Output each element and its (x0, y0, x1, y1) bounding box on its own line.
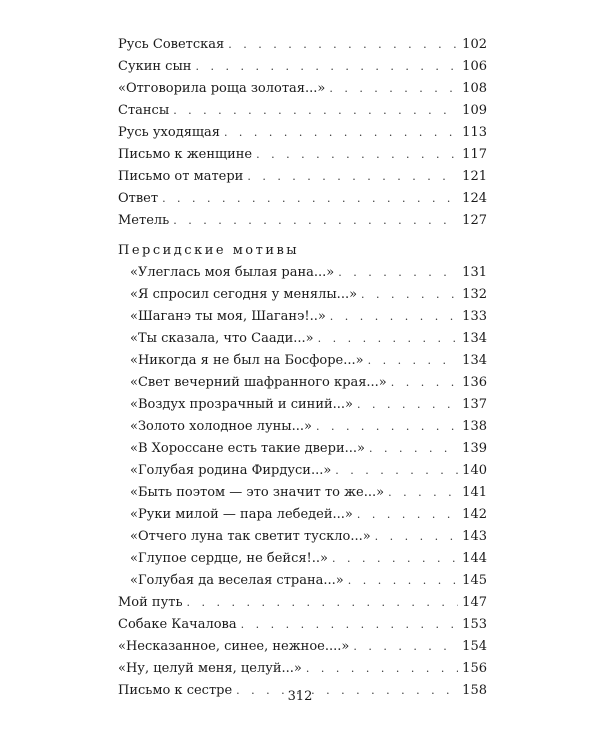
toc-entry (118, 548, 487, 570)
toc-entry (118, 78, 487, 100)
toc-entry (118, 144, 487, 166)
dot-leader (173, 100, 458, 122)
toc-entry (118, 328, 487, 350)
toc-entry (118, 34, 487, 56)
toc-entry-title: «Голубая да веселая страна...» (130, 573, 344, 588)
toc-entry-page: 127 (462, 213, 487, 228)
dot-leader (391, 372, 458, 394)
toc-entry (118, 394, 487, 416)
toc-entry-page: 144 (462, 551, 487, 566)
toc-entry-page: 158 (462, 683, 487, 698)
toc-entry (118, 504, 487, 526)
dot-leader (330, 306, 458, 328)
toc-entry-page: 137 (462, 397, 487, 412)
toc-entry-title: Сукин сын (118, 59, 192, 74)
toc-entry-title: Мой путь (118, 595, 183, 610)
toc-entry-page: 132 (462, 287, 487, 302)
toc-entry-page: 147 (462, 595, 487, 610)
toc-entry-page: 117 (462, 147, 487, 162)
dot-leader (187, 592, 459, 614)
toc-entry-title: Письмо к женщине (118, 147, 253, 162)
dot-leader (228, 34, 458, 56)
toc-entry-title: «Руки милой — пара лебедей...» (130, 507, 353, 522)
dot-leader (318, 328, 459, 350)
toc-entry (118, 56, 487, 78)
toc-entry-page: 142 (462, 507, 487, 522)
toc-entry-title: Метель (118, 213, 170, 228)
toc-entry-title: «Золото холодное луны...» (130, 419, 312, 434)
dot-leader (316, 416, 458, 438)
dot-leader (173, 210, 458, 232)
dot-leader (306, 658, 458, 680)
toc-bottom-list (118, 592, 487, 702)
dot-leader (375, 526, 459, 548)
toc-entry-title: «Голубая родина Фирдуси...» (130, 463, 332, 478)
toc-entry (118, 210, 487, 232)
toc-entry (118, 460, 487, 482)
toc-entry-title: Стансы (118, 103, 170, 118)
toc-entry (118, 438, 487, 460)
toc-entry-page: 136 (462, 375, 487, 390)
toc-entry-title: «Глупое сердце, не бейся!..» (130, 551, 329, 566)
table-of-contents (118, 34, 487, 702)
toc-entry-title: Русь Советская (118, 37, 225, 52)
toc-entry-page: 140 (462, 463, 487, 478)
toc-entry-title: Письмо от матери (118, 169, 244, 184)
toc-entry-title: «Улеглась моя былая рана...» (130, 265, 335, 280)
section-heading: Персидские мотивы (118, 243, 300, 258)
toc-entry (118, 526, 487, 548)
toc-entry-title: «Ну, целуй меня, целуй...» (118, 661, 302, 676)
toc-entry-title: «В Хороссане есть такие двери...» (130, 441, 365, 456)
toc-entry-page: 106 (462, 59, 487, 74)
dot-leader (348, 570, 458, 592)
dot-leader (162, 188, 458, 210)
toc-entry-page: 113 (462, 125, 487, 140)
dot-leader (332, 548, 458, 570)
toc-entry (118, 350, 487, 372)
toc-entry-title: Собаке Качалова (118, 617, 237, 632)
dot-leader (388, 482, 458, 504)
toc-section-list (118, 262, 487, 592)
toc-entry (118, 100, 487, 122)
toc-entry-page: 156 (462, 661, 487, 676)
toc-entry-page: 143 (462, 529, 487, 544)
dot-leader (369, 438, 458, 460)
dot-leader (195, 56, 458, 78)
toc-entry (118, 306, 487, 328)
toc-entry-title: «Никогда я не был на Босфоре...» (130, 353, 364, 368)
toc-entry-title: «Отговорила роща золотая...» (118, 81, 326, 96)
toc-entry-page: 133 (462, 309, 487, 324)
toc-entry-title: Письмо к сестре (118, 683, 233, 698)
dot-leader (247, 166, 458, 188)
toc-entry (118, 284, 487, 306)
toc-entry (118, 416, 487, 438)
toc-entry-page: 124 (462, 191, 487, 206)
dot-leader (338, 262, 458, 284)
toc-entry-page: 108 (462, 81, 487, 96)
toc-entry-page: 134 (462, 353, 487, 368)
toc-entry (118, 614, 487, 636)
toc-entry (118, 658, 487, 680)
toc-entry (118, 188, 487, 210)
toc-entry-title: Ответ (118, 191, 159, 206)
toc-entry-page: 131 (462, 265, 487, 280)
dot-leader (361, 284, 458, 306)
toc-entry-page: 134 (462, 331, 487, 346)
dot-leader (224, 122, 458, 144)
toc-entry (118, 262, 487, 284)
dot-leader (256, 144, 458, 166)
dot-leader (241, 614, 459, 636)
dot-leader (357, 504, 458, 526)
toc-entry-page: 138 (462, 419, 487, 434)
toc-entry-title: «Я спросил сегодня у менялы...» (130, 287, 358, 302)
toc-entry-page: 145 (462, 573, 487, 588)
toc-entry (118, 482, 487, 504)
toc-entry (118, 636, 487, 658)
toc-entry-page: 102 (462, 37, 487, 52)
toc-entry-title: «Воздух прозрачный и синий...» (130, 397, 354, 412)
toc-entry (118, 122, 487, 144)
toc-entry-title: Русь уходящая (118, 125, 220, 140)
toc-entry-page: 109 (462, 103, 487, 118)
dot-leader (357, 394, 458, 416)
dot-leader (368, 350, 459, 372)
page-number: 312 (287, 689, 313, 704)
dot-leader (329, 78, 458, 100)
toc-entry (118, 166, 487, 188)
dot-leader (353, 636, 458, 658)
toc-entry-title: «Быть поэтом — это значит то же...» (130, 485, 385, 500)
toc-entry-title: «Свет вечерний шафранного края...» (130, 375, 387, 390)
toc-entry-title: «Отчего луна так светит тускло...» (130, 529, 371, 544)
toc-top-list (118, 34, 487, 232)
toc-entry-page: 153 (462, 617, 487, 632)
toc-entry (118, 570, 487, 592)
toc-entry (118, 372, 487, 394)
toc-entry-page: 154 (462, 639, 487, 654)
toc-entry-page: 121 (462, 169, 487, 184)
toc-entry-title: «Ты сказала, что Саади...» (130, 331, 314, 346)
toc-entry-page: 139 (462, 441, 487, 456)
toc-entry-title: «Шаганэ ты моя, Шаганэ!..» (130, 309, 326, 324)
toc-entry-title: «Несказанное, синее, нежное....» (118, 639, 350, 654)
toc-entry-page: 141 (462, 485, 487, 500)
toc-entry (118, 592, 487, 614)
dot-leader (335, 460, 458, 482)
